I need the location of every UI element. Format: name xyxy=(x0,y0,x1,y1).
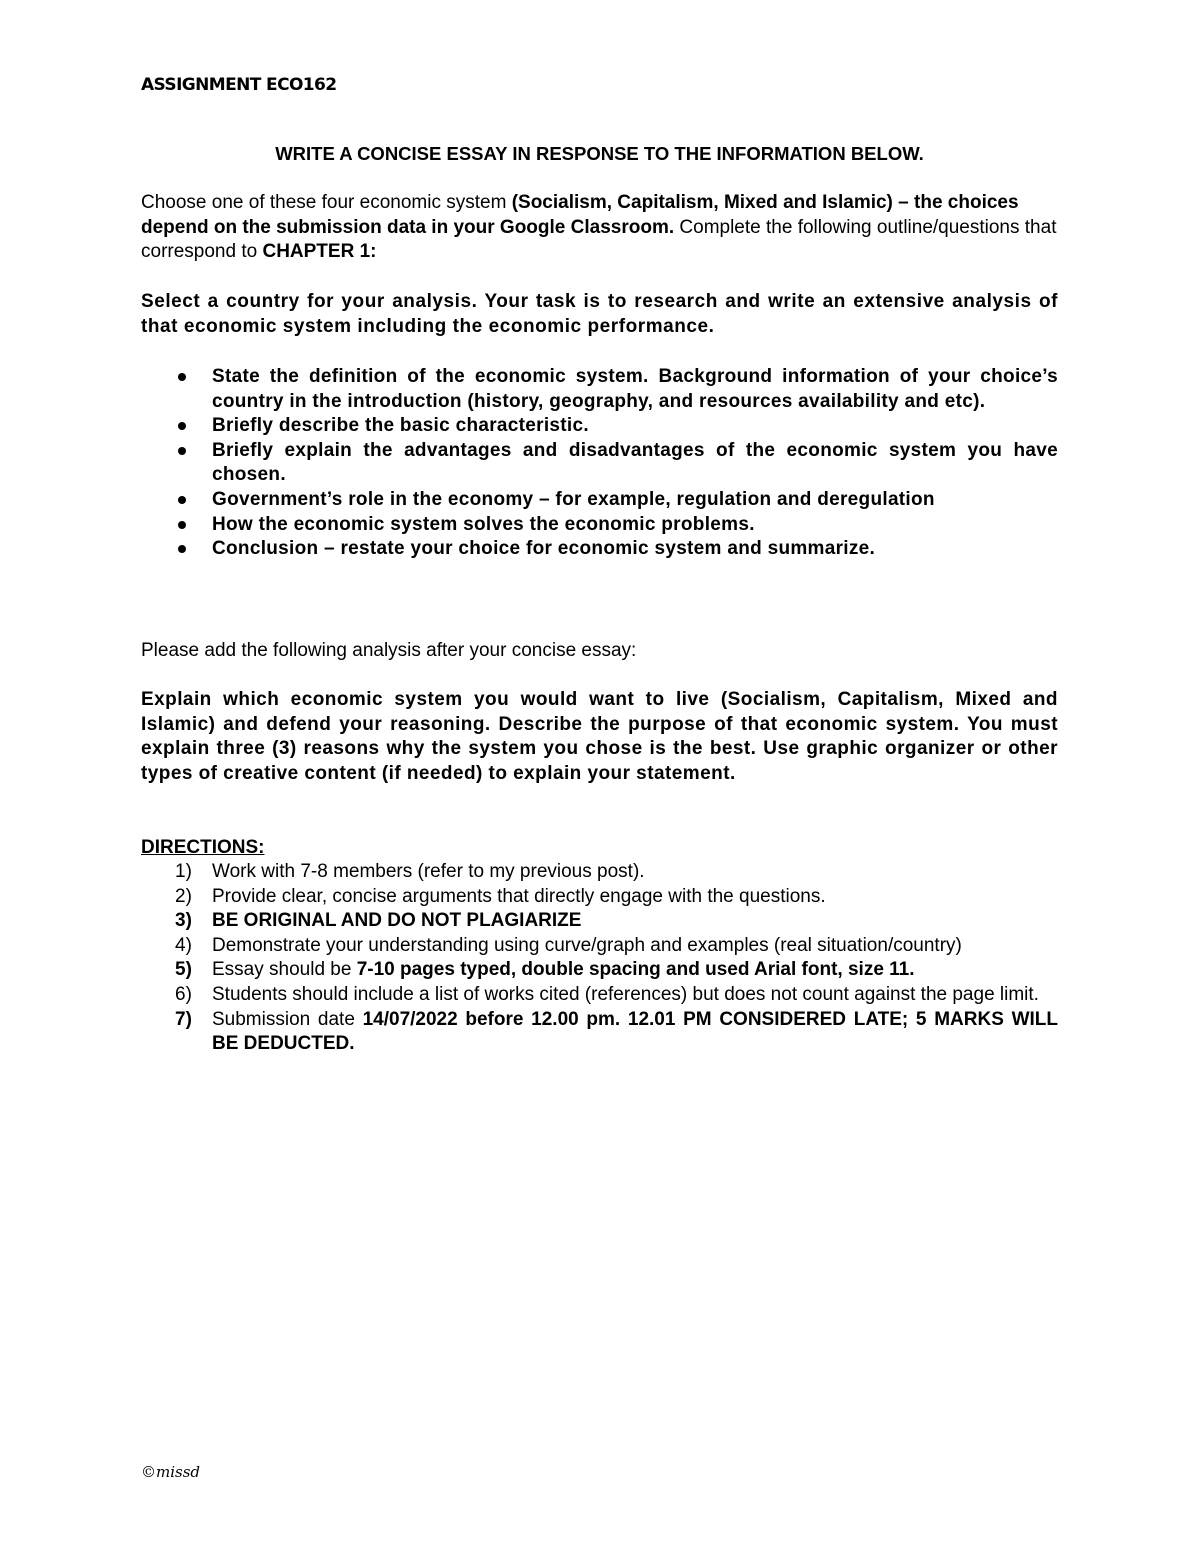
bullet-item xyxy=(141,488,1058,513)
intro-text-chapter: CHAPTER 1: xyxy=(262,241,377,263)
bullet-icon xyxy=(178,496,186,504)
direction-number: 6) xyxy=(175,983,192,1005)
essay-instruction-heading: WRITE A CONCISE ESSAY IN RESPONSE TO THE INFORMATION BELOW. xyxy=(275,143,924,164)
direction-text: Work with 7-8 members (refer to my previous post). xyxy=(212,861,645,882)
direction-item xyxy=(141,1008,1058,1057)
bullet-icon xyxy=(178,373,186,381)
direction-item xyxy=(141,909,1058,934)
direction-text-plain: Submission date xyxy=(212,1008,363,1030)
outline-bullet-list xyxy=(141,365,1058,562)
bullet-text: Briefly explain the advantages and disadvantages of the economic system you have chosen. xyxy=(212,439,1058,486)
bullet-item xyxy=(141,414,1058,439)
intro-paragraph xyxy=(141,191,1058,265)
bullet-icon xyxy=(178,521,186,529)
direction-text: Students should include a list of works cited (references) but does not count against the page limit. xyxy=(212,983,1039,1005)
direction-number: 3) xyxy=(175,910,192,932)
directions-list xyxy=(141,860,1058,1057)
direction-number: 2) xyxy=(175,885,192,907)
direction-number: 1) xyxy=(175,861,192,882)
direction-number: 4) xyxy=(175,934,192,956)
direction-item xyxy=(141,885,1058,910)
bullet-text: Briefly describe the basic characteristic. xyxy=(212,415,589,437)
please-add-paragraph: Please add the following analysis after your concise essay: xyxy=(141,640,637,661)
bullet-icon xyxy=(178,422,186,430)
bullet-text: State the definition of the economic system. Background information of your choice’s country in the introduction (history, geography, and resources availability and etc). xyxy=(212,366,1058,412)
bullet-icon xyxy=(178,545,186,553)
direction-item xyxy=(141,860,1058,885)
direction-item xyxy=(141,983,1058,1008)
explain-paragraph: Explain which economic system you would want to live (Socialism, Capitalism, Mixed and Islamic) and defend your reasoning. Describe the purpose of that economic system. You must explain three (3) reasons why the system you chose is the best. Use graphic organizer or other types of creative content (if needed) to explain your statement. xyxy=(141,689,1058,784)
intro-text-systems: (Socialism, Capitalism, Mixed and Islamic) – the choices depend on the submission data in your Google Classroom. xyxy=(141,192,1019,238)
document-title: ASSIGNMENT ECO162 xyxy=(141,75,337,95)
bullet-item xyxy=(141,513,1058,538)
direction-text-plain: Essay should be xyxy=(212,959,357,981)
intro-text-1: Choose one of these four economic system xyxy=(141,192,512,213)
bullet-text: Conclusion – restate your choice for economic system and summarize. xyxy=(212,538,876,560)
direction-number: 7) xyxy=(175,1008,192,1030)
direction-text: Demonstrate your understanding using curve/graph and examples (real situation/country) xyxy=(212,934,962,956)
direction-text: Provide clear, concise arguments that directly engage with the questions. xyxy=(212,885,826,907)
intro-text-3: Complete the following outline/questions that correspond to xyxy=(141,216,1057,263)
bullet-item xyxy=(141,365,1058,414)
bullet-text: How the economic system solves the economic problems. xyxy=(212,513,755,535)
task-paragraph: Select a country for your analysis. Your task is to research and write an extensive analysis of that economic system including the economic performance. xyxy=(141,291,1058,337)
direction-text-bold: 14/07/2022 before 12.00 pm. 12.01 PM CONSIDERED LATE; 5 MARKS WILL BE DEDUCTED. xyxy=(212,1008,1058,1055)
bullet-text: Government’s role in the economy – for example, regulation and deregulation xyxy=(212,488,935,510)
direction-item xyxy=(141,934,1058,959)
directions-title: DIRECTIONS: xyxy=(141,837,265,858)
direction-text-bold: 7-10 pages typed, double spacing and used Arial font, size 11. xyxy=(356,959,915,981)
copyright-footer: ©missd xyxy=(141,1463,201,1481)
bullet-icon xyxy=(178,447,186,455)
direction-text: BE ORIGINAL AND DO NOT PLAGIARIZE xyxy=(212,910,582,932)
bullet-item xyxy=(141,537,1058,562)
direction-item xyxy=(141,958,1058,983)
direction-number: 5) xyxy=(175,959,192,981)
bullet-item xyxy=(141,439,1058,488)
